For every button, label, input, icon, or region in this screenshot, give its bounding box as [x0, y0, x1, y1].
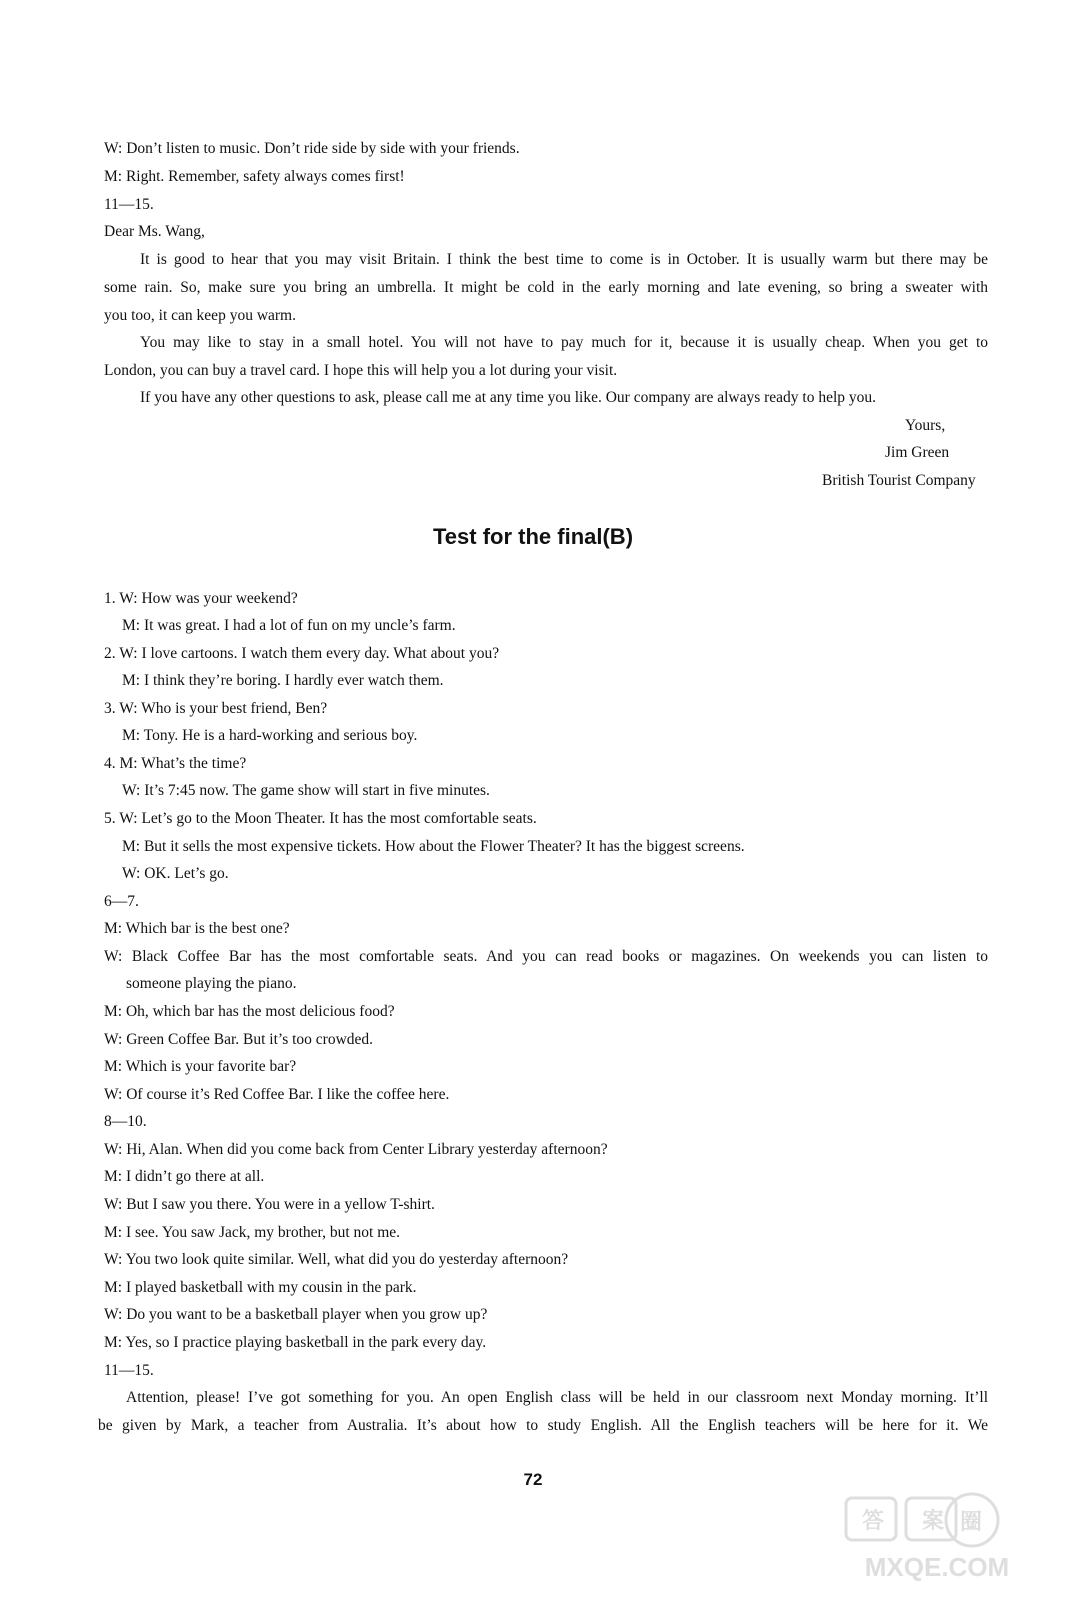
dialogue-line: M: Which is your favorite bar?	[104, 1058, 297, 1075]
dialogue-line: W: You two look quite similar. Well, what did you do yesterday afternoon?	[104, 1251, 569, 1268]
dialogue-line: M: But it sells the most expensive tickets. How about the Flower Theater? It has the biggest screens.	[122, 838, 745, 855]
dialogue-line: M: I played basketball with my cousin in the park.	[104, 1279, 417, 1296]
letter-paragraph-line: You may like to stay in a small hotel. You will not have to pay much for it, because it is usually cheap. When you get to	[140, 334, 988, 351]
page-number: 72	[523, 1470, 543, 1489]
dialogue-line: W: But I saw you there. You were in a yellow T-shirt.	[104, 1196, 435, 1213]
dialogue-line: M: Tony. He is a hard-working and serious boy.	[122, 727, 418, 744]
section-label: 8—10.	[104, 1113, 147, 1130]
letter-paragraph-line: If you have any other questions to ask, please call me at any time you like. Our company are always ready to help you.	[140, 389, 877, 406]
paragraph-line: Attention, please! I’ve got something for you. An open English class will be held in our classroom next Monday morning. It’ll	[126, 1389, 988, 1406]
dialogue-line: W: Green Coffee Bar. But it’s too crowded.	[104, 1031, 374, 1048]
dialogue-line: M: Oh, which bar has the most delicious food?	[104, 1003, 395, 1020]
dialogue-line: W: OK. Let’s go.	[122, 865, 229, 882]
dialogue-line: M: Which bar is the best one?	[104, 920, 290, 937]
section-label: 11—15.	[104, 1362, 154, 1379]
watermark-text: MXQE.COM	[864, 1552, 1010, 1582]
section-title: Test for the final(B)	[432, 524, 634, 549]
dialogue-line: M: I see. You saw Jack, my brother, but not me.	[104, 1224, 400, 1241]
dialogue-line: M: It was great. I had a lot of fun on my uncle’s farm.	[122, 617, 456, 634]
dialogue-line: someone playing the piano.	[126, 975, 297, 992]
letter-paragraph-line: you too, it can keep you warm.	[104, 307, 296, 324]
section-label: 11—15.	[104, 196, 154, 213]
letter-paragraph-line: some rain. So, make sure you bring an umbrella. It might be cold in the early morning and late evening, so bring a sweater with	[104, 279, 988, 296]
dialogue-line: 2. W: I love cartoons. I watch them every day. What about you?	[104, 645, 500, 662]
letter-closing: Yours,	[905, 417, 946, 434]
paragraph-line: be given by Mark, a teacher from Australia. It’s about how to study English. All the English teachers will be here for it. We	[98, 1417, 988, 1434]
dialogue-line: M: I think they’re boring. I hardly ever watch them.	[122, 672, 444, 689]
dialogue-line: M: I didn’t go there at all.	[104, 1168, 265, 1185]
dialogue-line: M: Right. Remember, safety always comes first!	[104, 168, 405, 185]
letter-paragraph-line: It is good to hear that you may visit Britain. I think the best time to come is in October. It is usually warm but there may be	[140, 251, 988, 268]
letter-company: British Tourist Company	[822, 472, 976, 489]
svg-text:答: 答	[862, 1508, 885, 1533]
dialogue-line: W: Black Coffee Bar has the most comfortable seats. And you can read books or magazines. On weekends you can listen to	[104, 948, 988, 965]
letter-paragraph-line: London, you can buy a travel card. I hope this will help you a lot during your visit.	[104, 362, 618, 379]
svg-text:案: 案	[922, 1508, 945, 1533]
watermark-logo	[832, 1488, 1042, 1588]
dialogue-line: W: Of course it’s Red Coffee Bar. I like the coffee here.	[104, 1086, 450, 1103]
dialogue-line: W: It’s 7:45 now. The game show will start in five minutes.	[122, 782, 490, 799]
dialogue-line: W: Hi, Alan. When did you come back from Center Library yesterday afternoon?	[104, 1141, 608, 1158]
dialogue-line: W: Don’t listen to music. Don’t ride side by side with your friends.	[104, 140, 520, 157]
letter-salutation: Dear Ms. Wang,	[104, 223, 205, 240]
letter-signer: Jim Green	[885, 444, 950, 461]
dialogue-line: 1. W: How was your weekend?	[104, 590, 298, 607]
dialogue-line: M: Yes, so I practice playing basketball in the park every day.	[104, 1334, 487, 1351]
dialogue-line: 4. M: What’s the time?	[104, 755, 247, 772]
dialogue-line: 3. W: Who is your best friend, Ben?	[104, 700, 328, 717]
dialogue-line: W: Do you want to be a basketball player when you grow up?	[104, 1306, 488, 1323]
section-label: 6—7.	[104, 893, 139, 910]
dialogue-line: 5. W: Let’s go to the Moon Theater. It has the most comfortable seats.	[104, 810, 537, 827]
svg-text:圈: 圈	[960, 1509, 983, 1534]
